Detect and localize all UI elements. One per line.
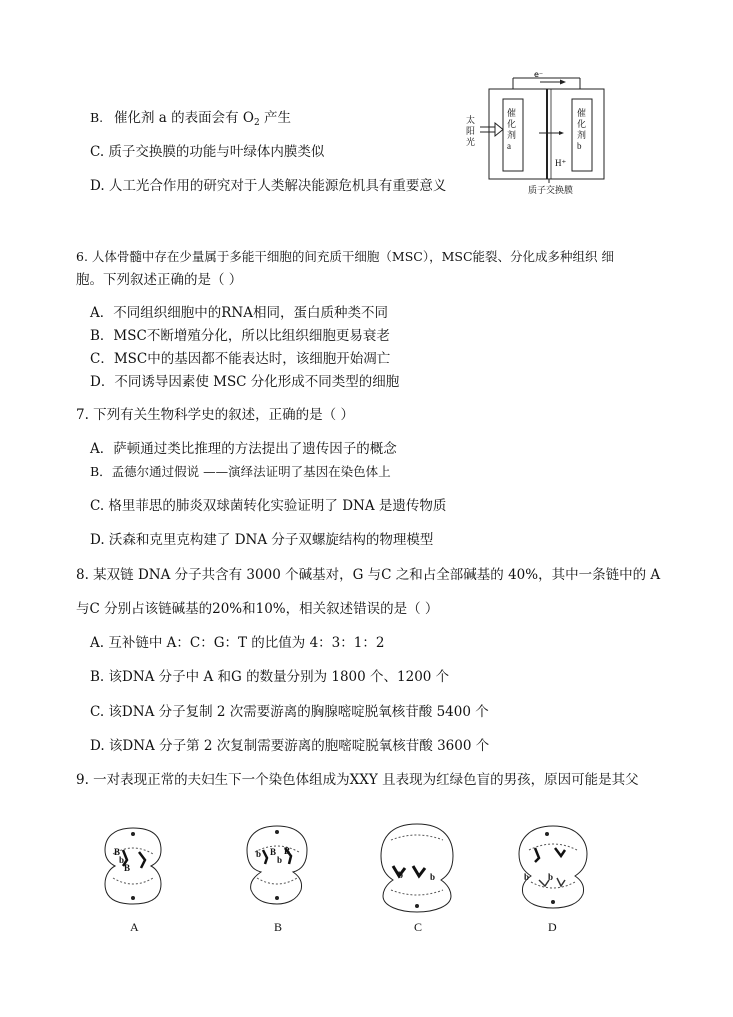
- q7-option-b: B．孟德尔通过假说 ——演绎法证明了基因在染色体上: [90, 464, 391, 479]
- q5-option-d: D. 人工光合作用的研究对于人类解决能源危机具有重要意义: [90, 178, 447, 194]
- cell-b-allele-1: b: [256, 849, 262, 859]
- cell-a-allele-3: B: [124, 863, 131, 873]
- cell-figures: [95, 820, 615, 920]
- proton-label: H⁺: [555, 158, 567, 168]
- q9-stem: 9. 一对表现正常的夫妇生下一个染色体组成为XXY 且表现为红绿色盲的男孩，原因可能是其父: [76, 772, 639, 788]
- q7-stem: 7. 下列有关生物科学史的叙述，正确的是（ ）: [76, 407, 354, 423]
- sunlight-label: 太阳光: [466, 115, 476, 147]
- cell-d-allele-2: b: [548, 872, 554, 882]
- q5-option-b-text1: 催化剂 a 的表面会有 O: [114, 110, 254, 126]
- figure-label-b: B: [274, 920, 283, 934]
- q8-stem-line1: 8. 某双链 DNA 分子共含有 3000 个碱基对，G 与C 之和占全部碱基的 40%，其中一条链中的 A: [76, 567, 661, 583]
- q6-option-a: A．不同组织细胞中的RNA相同，蛋白质种类不同: [90, 305, 388, 321]
- cell-a-allele-2: b: [119, 855, 125, 865]
- q7-option-a: A．萨顿通过类比推理的方法提出了遗传因子的概念: [90, 441, 397, 457]
- photosynthesis-diagram: [462, 70, 612, 195]
- electron-label: e⁻: [534, 70, 544, 79]
- membrane-label: 质子交换膜: [528, 185, 574, 195]
- figure-label-a: A: [130, 920, 139, 934]
- cell-b-allele-4: B: [284, 846, 291, 856]
- cell-a-drawing: [105, 828, 161, 904]
- q6-option-c: C．MSC中的基因都不能表达时，该细胞开始凋亡: [90, 351, 391, 367]
- q5-option-b-prefix: B.: [90, 110, 104, 125]
- cell-c-allele-1: b: [398, 870, 404, 880]
- q5-option-c: C. 质子交换膜的功能与叶绿体内膜类似: [90, 144, 325, 160]
- q8-option-c: C. 该DNA 分子复制 2 次需要游离的胸腺嘧啶脱氧核苷酸 5400 个: [90, 704, 489, 720]
- figure-label-d: D: [548, 920, 557, 934]
- cell-b-allele-2: B: [270, 847, 277, 857]
- figure-label-c: C: [414, 920, 423, 934]
- catalyst-a-label: 催化剂a: [507, 108, 517, 151]
- q8-option-d: D. 该DNA 分子第 2 次复制需要游离的胞嘧啶脱氧核苷酸 3600 个: [90, 738, 490, 754]
- cell-c-drawing: [381, 824, 453, 912]
- cell-a-allele-1: B: [114, 847, 121, 857]
- q7-option-c: C. 格里菲思的肺炎双球菌转化实验证明了 DNA 是遗传物质: [90, 498, 447, 514]
- cell-b-allele-3: b: [277, 855, 283, 865]
- q7-option-d: D. 沃森和克里克构建了 DNA 分子双螺旋结构的物理模型: [90, 532, 434, 548]
- cell-c-allele-2: b: [430, 872, 436, 882]
- q6-stem-line2: 胞。下列叙述正确的是（ ）: [76, 272, 243, 288]
- q5-option-b-text2: 产生: [259, 110, 292, 126]
- q5-option-b-sub: 2: [254, 118, 260, 128]
- q8-stem-line2: 与C 分别占该链碱基的20%和10%，相关叙述错误的是（ ）: [76, 601, 439, 617]
- q6-stem-line1: 6. 人体骨髓中存在少量属于多能干细胞的间充质干细胞（MSC），MSC能裂、分化成多种组织 细: [76, 249, 614, 264]
- q8-option-b: B. 该DNA 分子中 A 和G 的数量分别为 1800 个、1200 个: [90, 669, 450, 685]
- q6-option-b: B．MSC不断增殖分化，所以比组织细胞更易衰老: [90, 328, 390, 344]
- catalyst-b-label: 催化剂b: [577, 108, 587, 151]
- cell-d-allele-1: b: [524, 872, 530, 882]
- q8-option-a: A. 互补链中 A：C：G：T 的比值为 4：3：1：2: [90, 635, 385, 651]
- q6-option-d: D．不同诱导因素使 MSC 分化形成不同类型的细胞: [90, 374, 400, 390]
- q5-option-b: [114, 109, 291, 132]
- cell-d-drawing: [519, 826, 587, 908]
